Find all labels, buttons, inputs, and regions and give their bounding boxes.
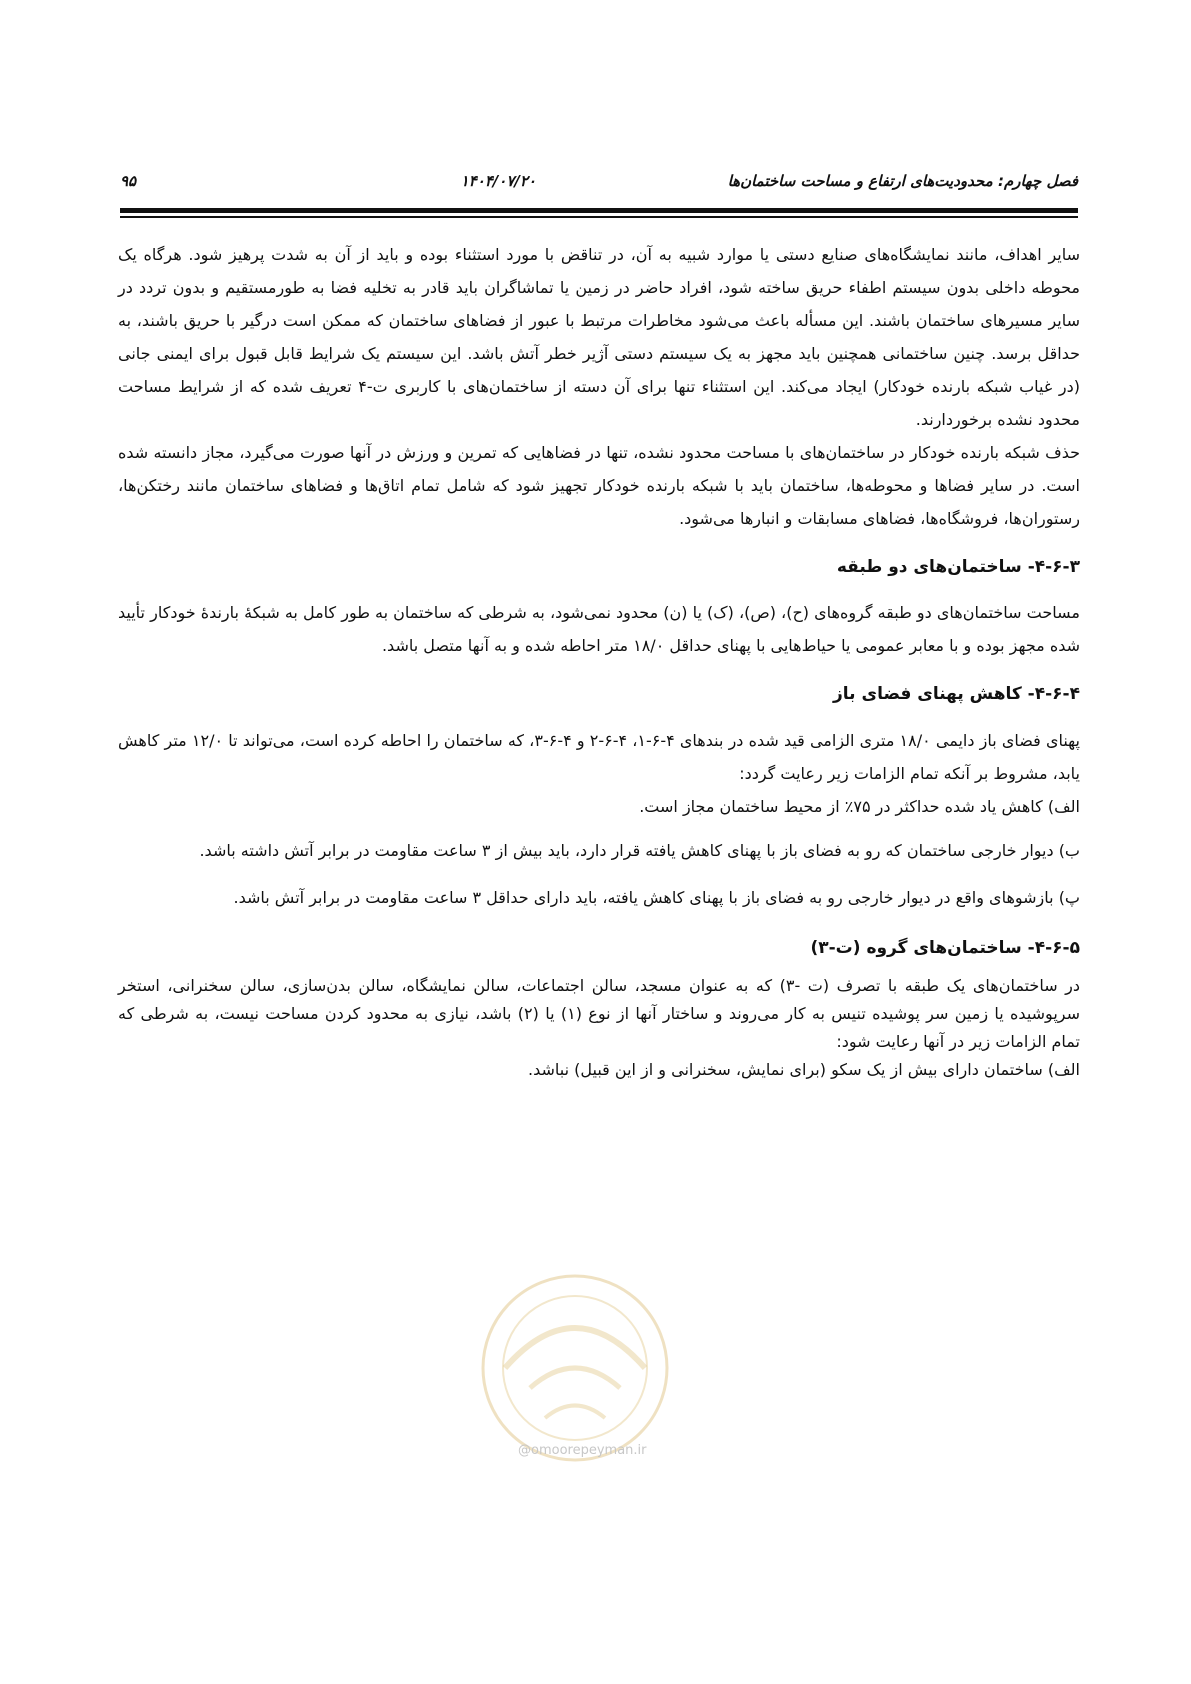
body-paragraph: سایر اهداف، مانند نمایشگاه‌های صنایع دستی یا موارد شبیه به آن، در تناقض با مورد استثناء بوده و باید از آن به شدت پرهیز شود. هرگاه یک محوطه داخلی بدون سیستم اطفاء حریق ساخته شود، افراد حاضر در زمین یا تماشاگران باید قادر به تخلیه فضا به طورمستقیم و بدون تردد در سایر مسیرهای ساختمان باشند. این مسأله باعث می‌شود مخاطرات مرتبط با عبور از فضاهای ساختمان که ممکن است درگیر با حریق باشند، به حداقل برسد. چنین ساختمانی همچنین باید مجهز به یک سیستم دستی آژیر خطر آتش باشد. این سیستم یک شرایط قابل قبول برای ایمنی جانی (در غیاب شبکه بارنده خودکار) ایجاد می‌کند. این استثناء تنها برای آن دسته از ساختمان‌های با کاربری ت-۴ تعریف شده که از شرایط مساحت محدود نشده برخوردارند. xyxy=(118,245,1080,429)
section-heading: ۴-۶-۵- ساختمان‌های گروه (ت-۳) xyxy=(810,938,1080,958)
section-heading: ۴-۶-۳- ساختمان‌های دو طبقه xyxy=(836,557,1080,577)
body-paragraph: پهنای فضای باز دایمی ۱۸/۰ متری الزامی قید شده در بندهای ۴-۶-۱، ۴-۶-۲ و ۴-۶-۳، که ساختمان را احاطه کرده است، می‌تواند تا ۱۲/۰ متر کاهش یابد، مشروط بر آنکه تمام الزامات زیر رعایت گردد: xyxy=(118,731,1080,783)
list-item: ب) دیوار خارجی ساختمان که رو به فضای باز با پهنای کاهش یافته قرار دارد، باید بیش از ۳ ساعت مقاومت در برابر آتش داشته باشد. xyxy=(199,841,1080,860)
body-content xyxy=(118,238,1080,1084)
list-item: پ) بازشوهای واقع در دیوار خارجی رو به فضای باز با پهنای کاهش یافته، باید دارای حداقل ۳ ساعت مقاومت در برابر آتش باشد. xyxy=(233,888,1080,907)
body-paragraph: مساحت ساختمان‌های دو طبقه گروه‌های (ح)، (ص)، (ک) یا (ن) محدود نمی‌شود، به شرطی که ساختمان به طور کامل به شبکهٔ بارندهٔ خودکار تأیید شده مجهز بوده و با معابر عمومی یا حیاط‌هایی با پهنای حداقل ۱۸/۰ متر احاطه شده و به آنها متصل باشد. xyxy=(118,603,1080,655)
page-number: ۹۵ xyxy=(120,172,137,190)
section-heading: ۴-۶-۴- کاهش پهنای فضای باز xyxy=(833,684,1080,704)
page-header xyxy=(120,172,1078,198)
body-paragraph: حذف شبکه بارنده خودکار در ساختمان‌های با مساحت محدود نشده، تنها در فضاهایی که تمرین و ورزش در آنها صورت می‌گیرد، مجاز دانسته شده است. در سایر فضاها و محوطه‌ها، ساختمان باید با شبکه بارنده خودکار تجهیز شود که شامل تمام اتاق‌ها و فضاهای ساختمان مانند رختکن‌ها، رستوران‌ها، فروشگاه‌ها، فضاهای مسابقات و انبارها می‌شود. xyxy=(118,443,1080,528)
header-rule-thin xyxy=(120,216,1078,218)
chapter-title: فصل چهارم: محدودیت‌های ارتفاع و مساحت ساختمان‌ها xyxy=(727,172,1078,190)
watermark-url: @omoorepeyman.ir xyxy=(518,1443,647,1458)
header-rule-thick xyxy=(120,208,1078,213)
watermark-logo xyxy=(475,1268,675,1468)
header-date: ۱۴۰۴/۰۷/۲۰ xyxy=(460,172,536,190)
body-paragraph: در ساختمان‌های یک طبقه با تصرف (ت -۳) که به عنوان مسجد، سالن اجتماعات، سالن نمایشگاه، سالن بدن‌سازی، سالن سخنرانی، استخر سرپوشیده یا زمین سر پوشیده تنیس به کار می‌روند و ساختار آنها از نوع (۱) یا (۲) باشد، نیازی به محدود کردن مساحت نیست، به شرطی که تمام الزامات زیر در آنها رعایت شود: xyxy=(118,976,1081,1051)
list-item: الف) کاهش یاد شده حداکثر در ۷۵٪ از محیط ساختمان مجاز است. xyxy=(639,797,1080,816)
list-item: الف) ساختمان دارای بیش از یک سکو (برای نمایش، سخنرانی و از این قبیل) نباشد. xyxy=(528,1060,1080,1079)
